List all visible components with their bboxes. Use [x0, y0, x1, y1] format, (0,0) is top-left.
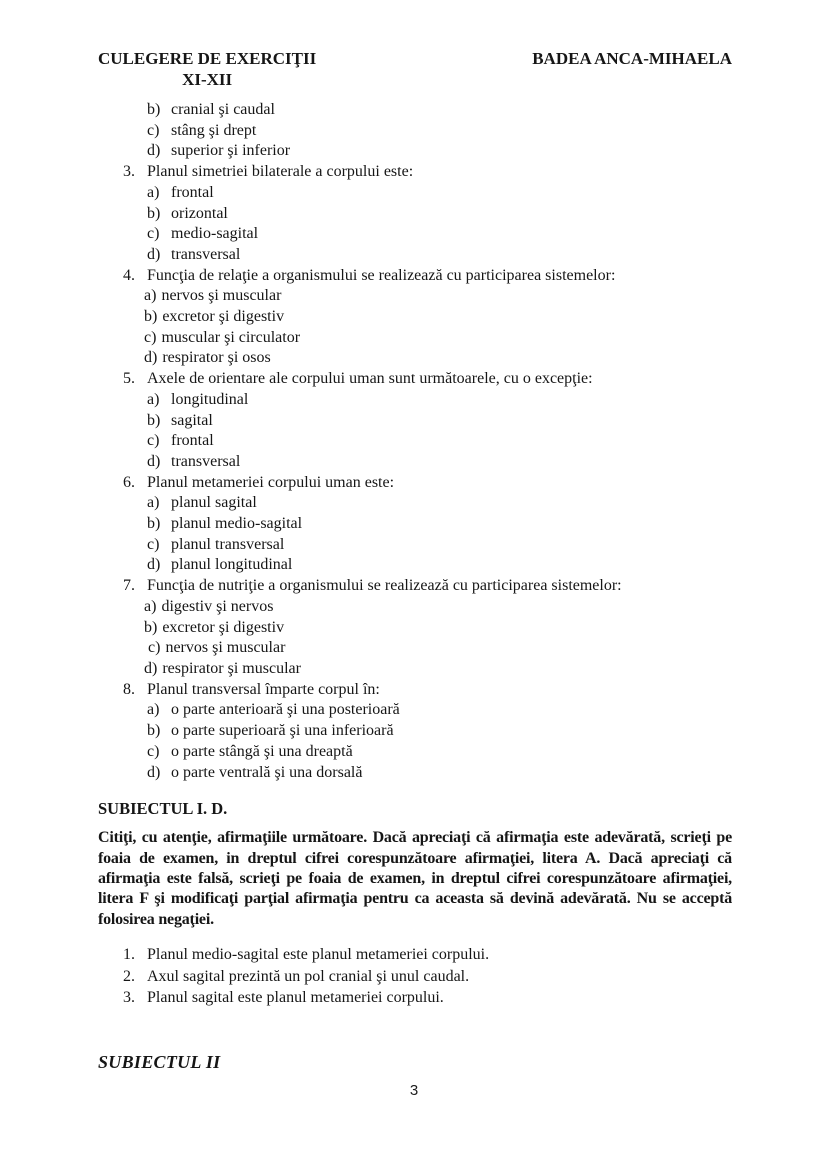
option-letter: a) [147, 390, 160, 408]
option-line [98, 431, 732, 452]
option-letter: d) [144, 349, 158, 367]
question-text: Funcţia de relaţie a organismului se realizează cu participarea sistemelor: [147, 266, 616, 284]
option-text: transversal [171, 245, 241, 263]
option-letter: b) [147, 722, 161, 740]
option-letter: c) [147, 432, 160, 450]
option-text: nervos şi muscular [161, 287, 282, 305]
option-letter: d) [147, 245, 161, 263]
option-line [98, 245, 732, 266]
option-letter: d) [147, 763, 161, 781]
option-letter: c) [147, 535, 160, 553]
multiple-choice-section [98, 100, 732, 783]
option-text: o parte ventrală şi una dorsală [171, 763, 363, 781]
option-text: planul sagital [171, 494, 257, 512]
question-line [98, 369, 732, 390]
subject-2-heading: SUBIECTUL II [98, 1052, 221, 1073]
option-text: o parte superioară şi una inferioară [171, 722, 394, 740]
statement-text: Planul sagital este planul metameriei corpului. [147, 988, 444, 1006]
question-line [98, 473, 732, 494]
option-letter: a) [147, 701, 160, 719]
option-letter: a) [144, 287, 157, 305]
page-content [98, 48, 732, 1073]
option-letter: d) [147, 452, 161, 470]
option-text: muscular şi circulator [161, 328, 301, 346]
question-text: Planul simetriei bilaterale a corpului este: [147, 163, 414, 181]
option-letter: c) [147, 225, 160, 243]
author-name: BADEA ANCA-MIHAELA [532, 49, 732, 68]
option-line [98, 390, 732, 411]
option-line [98, 555, 732, 576]
option-line [98, 452, 732, 473]
page-number: 3 [409, 1082, 419, 1099]
question-line [98, 680, 732, 701]
question-number: 5. [123, 370, 135, 388]
document-title-line2: XI-XII [182, 70, 233, 89]
option-line [98, 763, 732, 784]
option-text: stâng şi drept [171, 121, 257, 139]
subject-d-instructions: Citiţi, cu atenţie, afirmaţiile următoare. Dacă apreciaţi că afirmaţia este adevărată, scrieţi pe foaia de examen, in dreptul cifrei corespunzătoare afirmaţiei, litera A. Dacă apreciaţi că afirmaţia este falsă, scrieţi pe foaia de examen, in dreptul cifrei corespunzătoare afirmaţiei, litera F şi modificaţi parţial afirmaţia pentru ca aceasta să devină adevărată. Nu se acceptă folosirea negaţiei. [98, 829, 732, 928]
statement-number: 2. [123, 967, 135, 985]
option-text: respirator şi muscular [162, 659, 301, 677]
option-text: nervos şi muscular [165, 639, 286, 657]
statement-line [98, 987, 732, 1008]
option-letter: b) [147, 411, 161, 429]
statement-line [98, 966, 732, 987]
option-line [98, 204, 732, 225]
statement-line [98, 944, 732, 965]
option-letter: c) [147, 121, 160, 139]
question-number: 4. [123, 266, 135, 284]
option-text: sagital [171, 411, 213, 429]
option-letter: b) [147, 204, 161, 222]
statement-text: Planul medio-sagital este planul metameriei corpului. [147, 946, 490, 964]
option-text: o parte anterioară şi una posterioară [171, 701, 400, 719]
option-letter: a) [147, 183, 160, 201]
question-line [98, 576, 732, 597]
option-text: excretor şi digestiv [162, 308, 285, 326]
question-line [98, 162, 732, 183]
option-line [98, 721, 732, 742]
option-line [98, 597, 732, 618]
option-letter: d) [144, 659, 158, 677]
option-line [98, 141, 732, 162]
option-line [98, 121, 732, 142]
option-line [98, 183, 732, 204]
option-text: planul transversal [171, 535, 285, 553]
option-letter: c) [147, 742, 160, 760]
option-text: longitudinal [171, 390, 249, 408]
option-letter: b) [147, 515, 161, 533]
option-line [98, 411, 732, 432]
option-letter: a) [147, 494, 160, 512]
option-letter: b) [144, 308, 158, 326]
option-line [98, 638, 732, 659]
page-header [98, 48, 732, 90]
option-letter: d) [147, 142, 161, 160]
option-text: orizontal [171, 204, 228, 222]
option-line [98, 328, 732, 349]
option-line [98, 535, 732, 556]
statement-text: Axul sagital prezintă un pol cranial şi unul caudal. [147, 967, 470, 985]
question-text: Planul transversal împarte corpul în: [147, 680, 380, 698]
option-text: planul longitudinal [171, 556, 293, 574]
question-number: 8. [123, 680, 135, 698]
option-line [98, 659, 732, 680]
option-letter: b) [144, 618, 158, 636]
question-number: 7. [123, 577, 135, 595]
option-line [98, 100, 732, 121]
option-text: frontal [171, 183, 214, 201]
option-letter: c) [148, 639, 161, 657]
option-line [98, 700, 732, 721]
option-text: frontal [171, 432, 214, 450]
option-text: excretor şi digestiv [162, 618, 285, 636]
option-line [98, 307, 732, 328]
option-line [98, 742, 732, 763]
statements-list [98, 944, 732, 1008]
statement-number: 3. [123, 988, 135, 1006]
question-text: Planul metameriei corpului uman este: [147, 473, 395, 491]
option-line [98, 348, 732, 369]
option-text: planul medio-sagital [171, 515, 303, 533]
question-number: 3. [123, 163, 135, 181]
option-line [98, 514, 732, 535]
option-line [98, 618, 732, 639]
option-line [98, 493, 732, 514]
option-line [98, 286, 732, 307]
option-text: transversal [171, 452, 241, 470]
option-text: o parte stângă şi una dreaptă [171, 742, 353, 760]
option-text: respirator şi osos [162, 349, 271, 367]
question-number: 6. [123, 473, 135, 491]
option-letter: b) [147, 101, 161, 118]
option-text: superior şi inferior [171, 142, 291, 160]
document-title-line1: CULEGERE DE EXERCIŢII [98, 49, 317, 68]
option-letter: d) [147, 556, 161, 574]
option-letter: c) [144, 328, 157, 346]
option-text: digestiv şi nervos [161, 597, 274, 615]
option-text: cranial şi caudal [171, 101, 275, 118]
option-letter: a) [144, 597, 157, 615]
option-line [98, 224, 732, 245]
statement-number: 1. [123, 946, 135, 964]
question-text: Axele de orientare ale corpului uman sunt următoarele, cu o excepţie: [147, 370, 593, 388]
question-text: Funcţia de nutriţie a organismului se realizează cu participarea sistemelor: [147, 577, 622, 595]
option-text: medio-sagital [171, 225, 259, 243]
document-title [98, 48, 316, 90]
subject-d-heading: SUBIECTUL I. D. [98, 799, 228, 819]
question-line [98, 266, 732, 287]
